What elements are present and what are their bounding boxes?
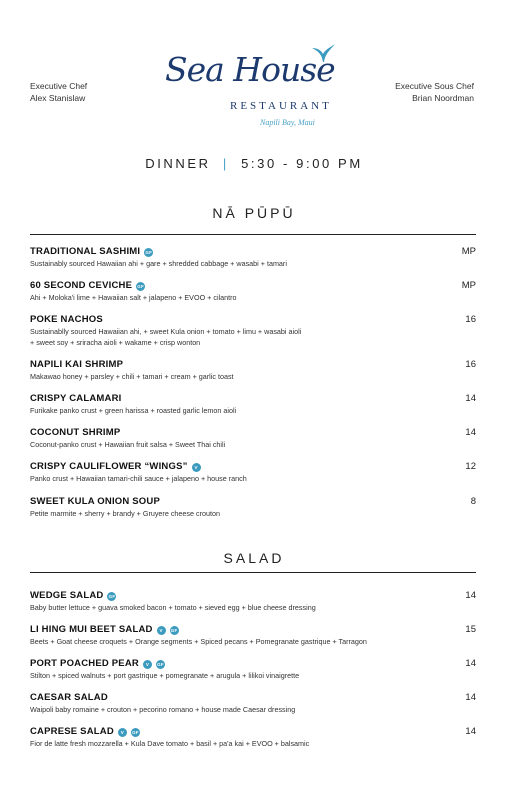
menu-item-name: LI HING MUI BEET SALAD [30, 624, 153, 635]
menu-item-description: Petite marmite + sherry + brandy + Gruyere cheese crouton [30, 509, 220, 518]
service-hours [0, 156, 508, 171]
menu-item-description: Waipoli baby romaine + crouton + pecorino romano + house made Caesar dressing [30, 705, 296, 714]
menu-item-description-continued: + sweet soy + sriracha aioli + wakame + crisp wonton [30, 337, 201, 347]
menu-item-name-row [30, 314, 476, 326]
vegetarian-badge-icon: V [192, 463, 201, 472]
gluten-free-badge-icon: GF [132, 729, 139, 735]
sous-chef-credit [395, 80, 474, 104]
menu-item [30, 280, 476, 304]
menu-item-description: Furikake panko crust + green harissa + roasted garlic lemon aioli [30, 406, 237, 415]
menu-item-price: 8 [470, 496, 476, 507]
menu-item-name-row [30, 359, 476, 371]
menu-item [30, 658, 476, 682]
gluten-free-badge-icon: GF [145, 249, 153, 255]
menu-item-description: Beets + Goat cheese croquets + Orange segments + Spiced pecans + Pomegranate gastrique + Tarragon [30, 637, 367, 646]
section-divider-salad [30, 572, 476, 573]
menu-item [30, 692, 476, 716]
gluten-free-badge-icon: GF [108, 593, 116, 599]
service-separator: | [222, 156, 229, 171]
menu-item [30, 590, 476, 614]
menu-item-name-row [30, 427, 476, 439]
menu-item-name-row [30, 590, 476, 602]
menu-item-name-row [30, 658, 476, 670]
menu-item-name: NAPILI KAI SHRIMP [30, 359, 124, 370]
menu-item-name: COCONUT SHRIMP [30, 427, 121, 438]
menu-item-description: Sustainablly sourced Hawaiian ahi, + sweet Kula onion + tomato + limu + wasabi aioli [30, 327, 302, 336]
menu-item-name-row [30, 496, 476, 508]
menu-item-description: Fior de latte fresh mozzarella + Kula Dave tomato + basil + pa'a kai + EVOO + balsamic [30, 739, 310, 748]
sous-chef-name: Brian Noordman [412, 93, 474, 103]
menu-item [30, 393, 476, 417]
menu-item-price: 15 [465, 624, 476, 635]
menu-item-price: 16 [465, 359, 476, 370]
menu-item-price: 14 [465, 427, 476, 438]
menu-item-price: MP [461, 280, 476, 291]
section-title-salad: SALAD [223, 550, 285, 566]
executive-chef-title: Executive Chef [30, 81, 88, 91]
menu-item-name: TRADITIONAL SASHIMI [30, 246, 141, 257]
gluten-free-badge-icon: GF [170, 627, 178, 633]
menu-item-name-row [30, 624, 476, 636]
menu-item-name-row [30, 246, 476, 258]
menu-item-description: Panko crust + Hawaiian tamari-chili sauce + jalapeno + house ranch [30, 474, 247, 483]
menu-item-price: 14 [465, 590, 476, 601]
menu-item-name: CAESAR SALAD [30, 692, 108, 703]
vegetarian-badge-icon: V [157, 626, 166, 635]
menu-item-price: 16 [465, 314, 476, 325]
menu-item [30, 624, 476, 648]
menu-item [30, 427, 476, 451]
menu-item-name-row [30, 393, 476, 405]
menu-item-name: CRISPY CALAMARI [30, 393, 122, 404]
logo-tagline: Napili Bay, Maui [260, 118, 315, 127]
menu-item-price: 14 [465, 692, 476, 703]
menu-item-description: Stilton + spiced walnuts + port gastrique + pomegranate + arugula + lilikoi vinaigrette [30, 671, 300, 680]
meal-name: DINNER [145, 156, 211, 171]
executive-chef-credit [30, 80, 87, 104]
menu-item [30, 314, 476, 348]
menu-item-price: MP [461, 246, 476, 257]
menu-item-name: SWEET KULA ONION SOUP [30, 496, 160, 507]
logo-script-text: Sea House [165, 50, 335, 89]
menu-item-description: Baby butter lettuce + guava smoked bacon + tomato + sieved egg + blue cheese dressing [30, 603, 316, 612]
menu-item-name: WEDGE SALAD [30, 590, 104, 601]
menu-header [0, 0, 508, 150]
menu-item-name-row [30, 692, 476, 704]
executive-chef-name: Alex Stanislaw [30, 93, 86, 103]
menu-item [30, 726, 476, 750]
service-time: 5:30 - 9:00 PM [241, 156, 363, 171]
vegetarian-badge-icon: V [143, 660, 152, 669]
menu-item-price: 12 [465, 461, 476, 472]
menu-item [30, 496, 476, 520]
vegetarian-badge-icon: V [118, 728, 127, 737]
section-divider-pupu [30, 234, 476, 235]
menu-item [30, 461, 476, 485]
logo-restaurant-text: RESTAURANT [230, 100, 332, 112]
menu-item-description: Ahi + Moloka'i lime + Hawaiian salt + jalapeno + EVOO + cilantro [30, 293, 237, 302]
menu-item-price: 14 [465, 393, 476, 404]
gluten-free-badge-icon: GF [157, 661, 164, 667]
sea-house-logo [160, 40, 340, 135]
menu-item-description: Makawao honey + parsley + chili + tamari + cream + garlic toast [30, 372, 234, 381]
section-title-pupu: NĀ PŪPŪ [212, 205, 296, 221]
menu-item-name: POKE NACHOS [30, 314, 103, 325]
menu-item-name: CAPRESE SALAD [30, 726, 114, 737]
menu-item [30, 359, 476, 383]
sous-chef-title: Executive Sous Chef [395, 81, 474, 91]
menu-item-name: CRISPY CAULIFLOWER “WINGS” [30, 461, 188, 472]
menu-item-description: Coconut-panko crust + Hawaiian fruit salsa + Sweet Thai chili [30, 440, 226, 449]
gluten-free-badge-icon: GF [137, 283, 144, 289]
menu-item-name-row [30, 461, 476, 473]
menu-item-description: Sustainably sourced Hawaiian ahi + gare + shredded cabbage + wasabi + tamari [30, 259, 287, 268]
menu-item-name: PORT POACHED PEAR [30, 658, 139, 669]
menu-item [30, 246, 476, 270]
menu-item-name: 60 SECOND CEVICHE [30, 280, 133, 291]
menu-item-price: 14 [465, 658, 476, 669]
menu-item-name-row [30, 280, 476, 292]
menu-item-price: 14 [465, 726, 476, 737]
menu-item-name-row [30, 726, 476, 738]
